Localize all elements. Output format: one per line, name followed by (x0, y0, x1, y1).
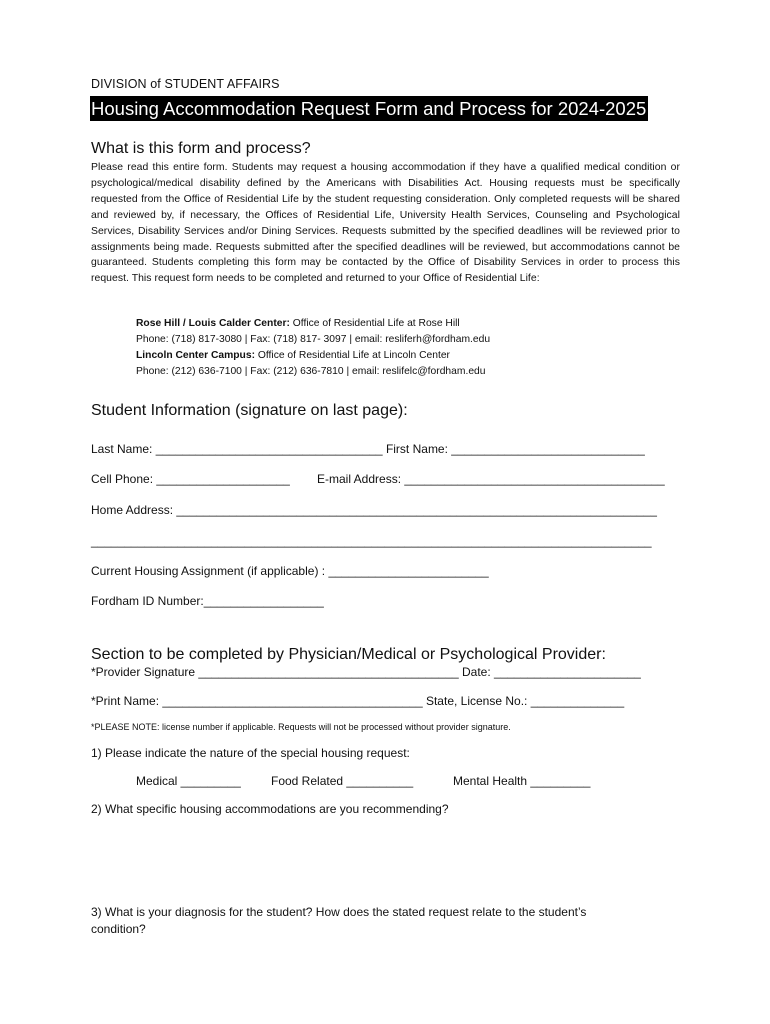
division-label: DIVISION of STUDENT AFFAIRS (91, 77, 280, 91)
home-address-field[interactable]: Home Address: ________________________________________________________________________ (91, 503, 657, 517)
option-food-related[interactable]: Food Related __________ (271, 774, 414, 788)
form-title: Housing Accommodation Request Form and Process for 2024-2025 (91, 98, 647, 119)
option-mental-health[interactable]: Mental Health _________ (453, 774, 591, 788)
intro-paragraph: Please read this entire form. Students may request a housing accommodation if they have a qualified medical condition or psychological/medical disability defined by the Americans with Disabilities Act. Housing requests must be specifically requested from the Office of Residential Life by the student requesting consideration. Only completed requests will be shared and reviewed by, if necessary, the Offices of Residential Life, University Health Services, Counseling and Psychological Services, Disability Services and/or Dining Services. Requests submitted by the specified deadlines will be reviewed prior to assignments being made. Requests submitted after the specified deadlines will be reviewed, but accommodations cannot be guaranteed. Students completing this form may be contacted by the Office of Disability Services in order to process this request. This request form needs to be completed and returned to your Office of Residential Life: (91, 162, 680, 285)
question-2: 2) What specific housing accommodations are you recommending? (91, 802, 449, 816)
fordham-id-field[interactable]: Fordham ID Number:__________________ (91, 594, 324, 608)
provider-signature-field[interactable]: *Provider Signature _______________________________________ Date: ______________________ (91, 665, 641, 679)
contact-lincoln-center-label: Lincoln Center Campus: (136, 350, 255, 361)
name-fields[interactable]: Last Name: __________________________________ First Name: _____________________________ (91, 442, 645, 456)
contact-rose-hill-label: Rose Hill / Louis Calder Center: (136, 318, 290, 329)
contact-rose-hill (136, 318, 460, 329)
contact-rose-hill-office: Office of Residential Life at Rose Hill (289, 318, 460, 329)
question-3-line-1: 3) What is your diagnosis for the student? How does the stated request relate to the student’s (91, 905, 587, 919)
provider-note: *PLEASE NOTE: license number if applicable. Requests will not be processed without provider signature. (91, 722, 511, 732)
home-address-line2-field[interactable]: ____________________________________________________________________________________ (91, 534, 652, 548)
contact-lincoln-center-office: Office of Residential Life at Lincoln Center (255, 350, 450, 361)
intro-heading: What is this form and process? (91, 140, 311, 157)
student-info-heading: Student Information (signature on last page): (91, 402, 408, 419)
email-field[interactable]: E-mail Address: _______________________________________ (317, 472, 665, 486)
question-1: 1) Please indicate the nature of the special housing request: (91, 746, 410, 760)
contact-lincoln-center-phone: Phone: (212) 636-7100 | Fax: (212) 636-7810 | email: reslifelc@fordham.edu (136, 366, 486, 377)
provider-print-name-field[interactable]: *Print Name: _______________________________________ State, License No.: ______________ (91, 694, 625, 708)
cell-phone-field[interactable]: Cell Phone: ____________________ (91, 472, 290, 486)
contact-lincoln-center (136, 350, 450, 361)
current-housing-field[interactable]: Current Housing Assignment (if applicable) : ________________________ (91, 564, 489, 578)
option-medical[interactable]: Medical _________ (136, 774, 241, 788)
provider-section-heading: Section to be completed by Physician/Medical or Psychological Provider: (91, 646, 606, 663)
contact-rose-hill-phone: Phone: (718) 817-3080 | Fax: (718) 817- 3097 | email: resliferh@fordham.edu (136, 334, 491, 345)
question-3-line-2: condition? (91, 922, 146, 936)
